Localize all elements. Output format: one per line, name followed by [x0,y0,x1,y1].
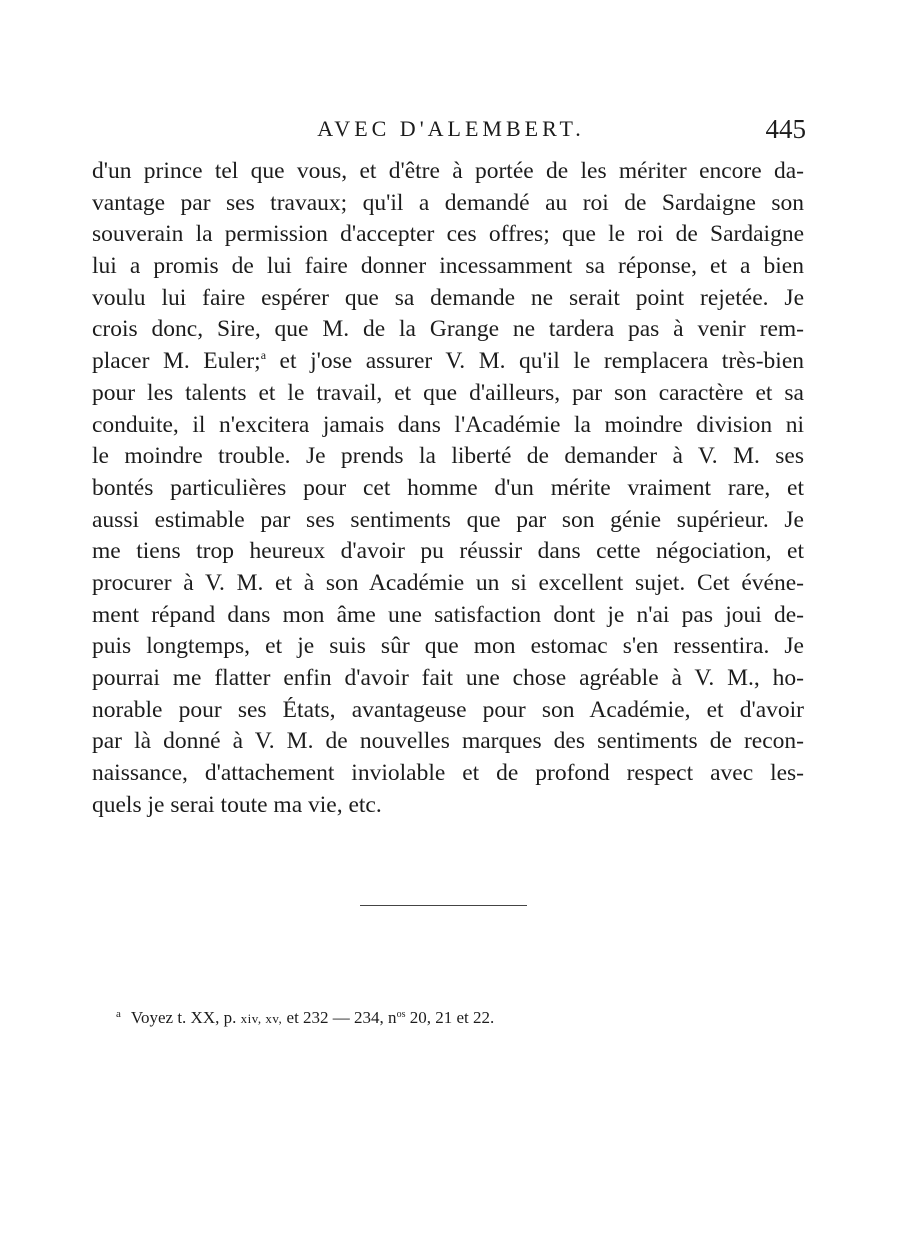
text-line: naissance, d'attachement inviolable et de profond respect avec les- [92,760,804,787]
section-divider [360,905,527,906]
text-line: pour les talents et le travail, et que d'ailleurs, par son caractère et sa [92,379,804,406]
text-line-with-note [92,346,804,378]
text-line: pourrai me flatter enfin d'avoir fait une chose agréable à V. M., ho- [92,665,804,691]
text-line: souverain la permission d'accepter ces offres; que le roi de Sardaigne [92,221,804,248]
footnote-text: et 232 — 234, n [282,1008,397,1027]
text-segment: et j'ose assurer V. M. qu'il le remplacera très-bien [266,348,805,375]
text-line: bontés particulières pour cet homme d'un mérite vraiment rare, et [92,474,804,501]
text-line: conduite, il n'excitera jamais dans l'Académie la moindre division ni [92,411,804,438]
body-text [92,156,804,821]
text-line: norable pour ses États, avantageuse pour son Académie, et d'avoir [92,696,804,723]
text-line: voulu lui faire espérer que sa demande ne serait point rejetée. Je [92,284,804,311]
footnote-text: Voyez t. XX, p. [130,1008,241,1027]
text-line: d'un prince tel que vous, et d'être à portée de les mériter encore da- [92,158,804,184]
running-title: AVEC D'ALEMBERT. [317,116,585,141]
text-line: ment répand dans mon âme une satisfaction dont je n'ai pas joui de- [92,601,804,628]
footnote-reference[interactable]: a [260,348,267,363]
text-line: puis longtemps, et je suis sûr que mon estomac s'en ressentira. Je [92,633,804,660]
footnote-roman-pages: xiv, xv, [240,1011,283,1026]
text-line: procurer à V. M. et à son Académie un si excellent sujet. Cet événe- [92,569,804,596]
text-line: le moindre trouble. Je prends la liberté de demander à V. M. ses [92,443,804,470]
running-head [96,116,806,146]
text-line: me tiens trop heureux d'avoir pu réussir dans cette négociation, et [92,538,804,565]
text-line: aussi estimable par ses sentiments que par son génie supérieur. Je [92,506,804,533]
text-segment: placer M. Euler; [92,348,261,375]
page-number: 445 [765,114,806,144]
footnote [116,1008,494,1028]
text-line: crois donc, Sire, que M. de la Grange ne tardera pas à venir rem- [92,316,804,343]
footnote-text: 20, 21 et 22. [405,1008,495,1027]
text-line: par là donné à V. M. de nouvelles marques des sentiments de recon- [92,728,804,755]
text-line: quels je serai toute ma vie, etc. [92,791,382,818]
text-line: lui a promis de lui faire donner incessamment sa réponse, et a bien [92,253,804,280]
footnote-marker: a [116,1008,121,1020]
footnote-numero-sup: os [396,1009,406,1020]
text-line: vantage par ses travaux; qu'il a demandé au roi de Sardaigne son [92,189,804,216]
